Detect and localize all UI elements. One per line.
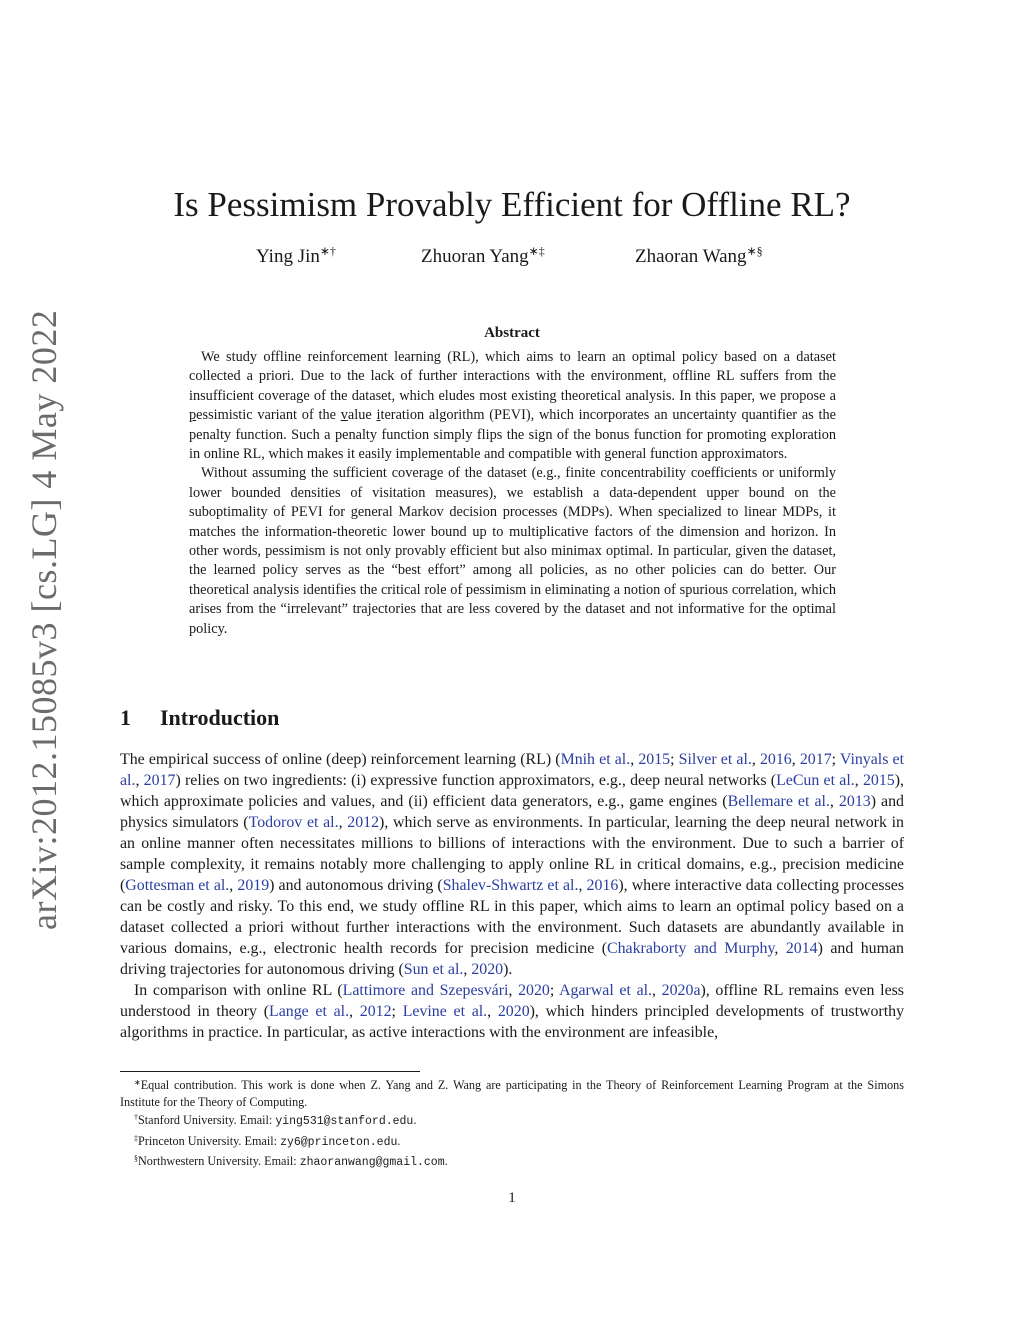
abstract-body (189, 348, 836, 639)
body-text: , (349, 1003, 360, 1020)
citation-link[interactable]: 2017 (143, 772, 176, 789)
author-affiliation-marks: ∗‡ (528, 244, 545, 258)
acronym-underline-i: i (376, 407, 381, 424)
citation-link[interactable]: 2016 (759, 751, 792, 768)
body-text: ), which hinders principled developments of trustworthy algorithms in practice. In particular, as active interactions with the environment are infeasible, (120, 1003, 905, 1041)
abstract-paragraph-1: We study offline reinforcement learning (RL), which aims to learn an optimal policy based on a dataset collected a priori. Due to the lack of further interactions with the environment, offline RL suffers from the insufficient coverage of the dataset, which eludes most existing theoretical analysis. In this paper, we propose a pessimistic variant of the value iteration algorithm (PEVI), which incorporates an uncertainty quantifier as the penalty function. Such a penalty function simply flips the sign of the bonus function for promoting exploration in online RL, which makes it easily implementable and compatible with general function approximators. (189, 349, 836, 463)
body-text: , (854, 772, 863, 789)
body-text: ; (549, 982, 560, 999)
body-text: In comparison with online RL ( (134, 982, 343, 999)
body-text: , (774, 940, 786, 957)
page-number: 1 (508, 1190, 516, 1206)
body-text: ). (503, 961, 513, 978)
arxiv-identifier-stamp[interactable]: arXiv:2012.15085v3 [cs.LG] 4 May 2022 (24, 309, 64, 930)
footnote-princeton: ‡Princeton University. Email: zy6@princeton.edu. (134, 1133, 401, 1149)
citation-link[interactable]: Vinyals et al. (120, 751, 905, 789)
citation-link[interactable]: Agarwal et al. (559, 982, 653, 999)
citation-link[interactable]: 2020 (471, 961, 504, 978)
body-text: , (652, 982, 662, 999)
acronym-underline-v: v (340, 407, 348, 424)
author-1 (256, 244, 336, 268)
citation-link[interactable]: Gottesman et al. (125, 877, 230, 894)
acronym-underline-p: p (189, 407, 197, 424)
body-text: ; (831, 751, 840, 768)
body-text: ) and autonomous driving ( (269, 877, 443, 894)
citation-link[interactable]: 2020a (661, 982, 701, 999)
paper-title: Is Pessimism Provably Efficient for Offline RL? (173, 185, 851, 224)
email-link[interactable]: ying531@stanford.edu (275, 1115, 414, 1129)
citation-link[interactable]: LeCun et al. (776, 772, 855, 789)
author-2 (421, 244, 545, 268)
body-text: , (578, 877, 587, 894)
citation-link[interactable]: Shalev-Shwartz et al. (442, 877, 579, 894)
citation-link[interactable]: Mnih et al. (560, 751, 631, 768)
citation-link[interactable]: Lattimore and Szepesvári (342, 982, 509, 999)
citation-link[interactable]: 2012 (359, 1003, 392, 1020)
citation-link[interactable]: 2020 (497, 1003, 530, 1020)
author-3 (635, 244, 763, 268)
intro-paragraph-1 (120, 749, 904, 980)
footnote-equal-contribution: ∗Equal contribution. This work is done when Z. Yang and Z. Wang are participating in the Theory of Reinforcement Learning Program at the Simons Institute for the Theory of Computing. (120, 1078, 904, 1109)
body-text: , (751, 751, 760, 768)
footnote-stanford: †Stanford University. Email: ying531@stanford.edu. (134, 1113, 417, 1129)
citation-link[interactable]: Chakraborty and Murphy (607, 940, 775, 957)
body-text: , (229, 877, 238, 894)
body-text: ), offline RL remains even less understood in theory ( (120, 982, 904, 1020)
citation-link[interactable]: 2015 (638, 751, 671, 768)
citation-link[interactable]: 2020 (518, 982, 550, 999)
abstract-paragraph-2: Without assuming the sufficient coverage of the dataset (e.g., finite concentrability coefficients or uniformly lower bounded densities of visitation measures), we establish a data-dependent upper bound on the suboptimality of PEVI for general Markov decision processes (MDPs). When specialized to linear MDPs, it matches the information-theoretic lower bound up to multiplicative factors of the dimension and horizon. In other words, pessimism is not only provably efficient but also minimax optimal. In particular, given the dataset, the learned policy serves as the “best effort” among all policies, as no other policies can do better. Our theoretical analysis identifies the critical role of pessimism in eliminating a notion of spurious correlation, which arises from the “irrelevant” trajectories that are less covered by the dataset and not informative for the optimal policy. (189, 465, 836, 637)
citation-link[interactable]: 2016 (586, 877, 619, 894)
footnotes (120, 1075, 904, 1172)
citation-link[interactable]: Levine et al. (402, 1003, 488, 1020)
author-name: Ying Jin (256, 246, 320, 267)
author-list (0, 244, 1024, 274)
citation-link[interactable]: Sun et al. (403, 961, 464, 978)
body-text: ), where interactive data collecting processes can be costly and risky. To this end, we study offline RL in this paper, which aims to learn an optimal policy based on a dataset collected a priori without further interactions with the environment. Such datasets are abundantly available in various domains, e.g., electronic health records for precision medicine ( (120, 877, 905, 957)
author-name: Zhaoran Wang (635, 246, 747, 267)
body-text: The empirical success of online (deep) reinforcement learning (RL) ( (120, 751, 561, 768)
body-text: , (791, 751, 800, 768)
body-text: ) and physics simulators ( (120, 793, 904, 831)
intro-paragraph-2 (120, 980, 904, 1043)
section-title: Introduction (160, 705, 280, 730)
citation-link[interactable]: Lange et al. (269, 1003, 350, 1020)
citation-link[interactable]: 2019 (237, 877, 270, 894)
citation-link[interactable]: 2014 (785, 940, 818, 957)
citation-link[interactable]: 2012 (347, 814, 380, 831)
body-text: ), which approximate policies and values, and (ii) efficient data generators, e.g., game engines ( (120, 772, 904, 810)
citation-link[interactable]: Bellemare et al. (727, 793, 830, 810)
body-text: , (829, 793, 839, 810)
citation-link[interactable]: Silver et al. (678, 751, 752, 768)
author-affiliation-marks: ∗§ (746, 244, 763, 258)
citation-link[interactable]: 2017 (799, 751, 832, 768)
body-text: , (135, 772, 144, 789)
section-number: 1 (120, 705, 131, 730)
body-text: ) relies on two ingredients: (i) expressive function approximators, e.g., deep neural networks ( (175, 772, 777, 789)
abstract-heading: Abstract (484, 325, 540, 341)
section-heading-introduction (120, 705, 279, 731)
citation-link[interactable]: 2015 (862, 772, 895, 789)
email-link[interactable]: zy6@princeton.edu (280, 1135, 398, 1149)
body-text: , (463, 961, 472, 978)
body-text: , (508, 982, 519, 999)
body-text: ; (391, 1003, 403, 1020)
body-text: , (338, 814, 348, 831)
footnote-northwestern: §Northwestern University. Email: zhaoranwang@gmail.com. (134, 1154, 448, 1170)
body-text: ; (670, 751, 679, 768)
author-name: Zhuoran Yang (421, 246, 529, 267)
author-affiliation-marks: ∗† (319, 244, 336, 258)
email-link[interactable]: zhaoranwang@gmail.com (299, 1156, 445, 1170)
body-text: , (630, 751, 639, 768)
body-text: ) and human driving trajectories for autonomous driving ( (120, 940, 904, 978)
footnote-rule (120, 1071, 420, 1072)
citation-link[interactable]: Todorov et al. (248, 814, 339, 831)
citation-link[interactable]: 2013 (838, 793, 871, 810)
body-text: ), which serve as environments. In particular, learning the deep neural network in an online manner often necessitates millions to billions of interactions with the environment. Due to such a barrier of sample complexity, it remains notably more challenging to apply online RL in critical domains, e.g., precision medicine ( (120, 814, 904, 894)
body-text: , (487, 1003, 498, 1020)
introduction-body (120, 749, 904, 1043)
